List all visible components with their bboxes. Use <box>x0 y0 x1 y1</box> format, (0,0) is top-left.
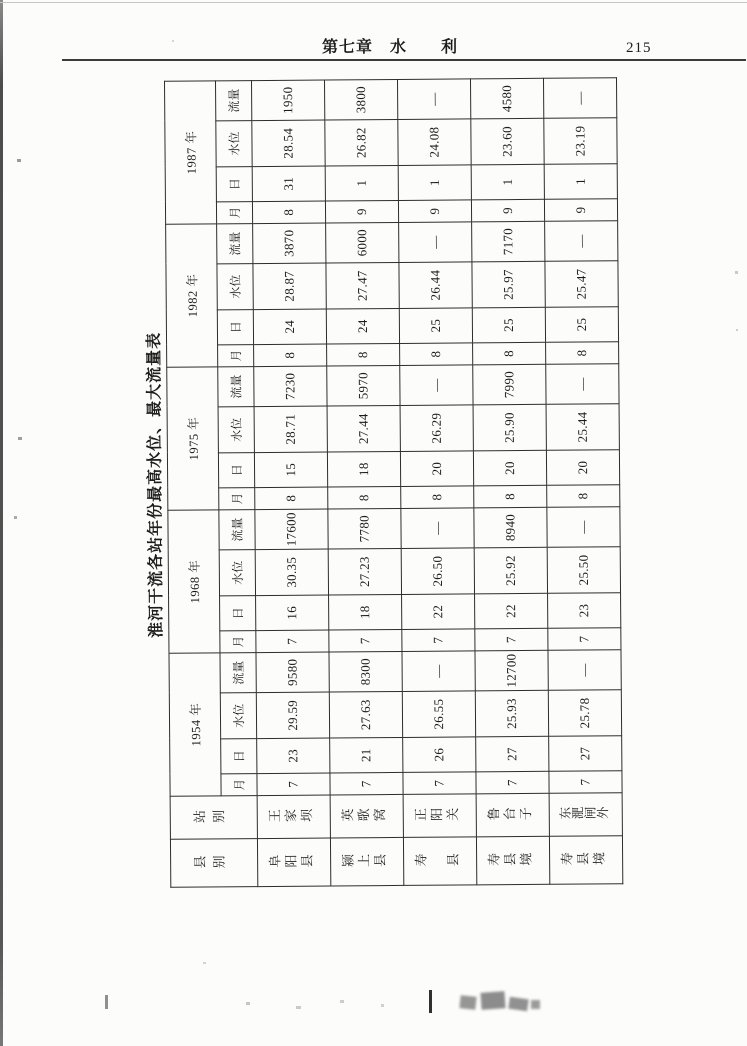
scan-noise <box>14 516 17 519</box>
cell-month: 7 <box>403 772 476 795</box>
cell-month: 7 <box>329 629 402 652</box>
subheader-level: 水位 <box>219 550 255 596</box>
county-cell <box>476 836 549 885</box>
cell-level: 23.19 <box>544 118 617 165</box>
scan-noise <box>736 329 738 331</box>
cell-day: 22 <box>475 593 548 629</box>
cell-month: 8 <box>474 485 547 508</box>
subheader-flow: 流量 <box>217 224 253 264</box>
cell-day: 27 <box>549 736 622 772</box>
county-header <box>170 839 257 888</box>
county-cell <box>549 836 622 885</box>
scan-smudge <box>531 1000 540 1009</box>
cell-day: 1 <box>471 164 544 200</box>
scan-top-edge <box>0 2 747 3</box>
cell-flow: 7780 <box>328 508 401 549</box>
cell-month: 8 <box>473 342 546 365</box>
subheader-level: 水位 <box>216 121 252 167</box>
table-row <box>324 79 403 886</box>
cell-day: 20 <box>473 450 546 486</box>
scan-smudge <box>459 995 476 1010</box>
cell-flow: — <box>545 221 618 262</box>
cell-level: 24.08 <box>398 119 471 166</box>
subheader-month: 月 <box>221 774 257 796</box>
county-cell <box>330 837 403 886</box>
county-cell <box>403 837 476 886</box>
scan-smudge <box>480 991 505 1010</box>
cell-flow: — <box>543 78 616 119</box>
station-cell-label: 英歌窝 <box>340 808 389 824</box>
cell-level: 25.44 <box>546 404 619 451</box>
subheader-month: 月 <box>218 345 254 367</box>
county-cell-label: 寿县境 <box>487 852 536 868</box>
cell-flow: — <box>397 79 470 120</box>
subheader-day: 日 <box>218 453 254 488</box>
cell-month: 9 <box>471 199 544 222</box>
cell-month: 8 <box>400 343 473 366</box>
station-cell <box>403 794 476 838</box>
scan-smudge <box>508 997 528 1012</box>
cell-level: 28.54 <box>252 120 325 167</box>
cell-level: 25.47 <box>545 261 618 308</box>
subheader-flow: 流量 <box>218 367 254 407</box>
cell-month: 8 <box>327 343 400 366</box>
scan-noise <box>105 995 108 1009</box>
cell-month: 7 <box>548 628 621 651</box>
scan-noise <box>246 1002 250 1005</box>
station-cell-label: 正阳关 <box>413 807 462 824</box>
cell-month: 8 <box>255 487 328 510</box>
scan-noise <box>296 1006 301 1009</box>
cell-level: 27.23 <box>328 548 401 595</box>
scan-noise <box>18 437 22 440</box>
subheader-level: 水位 <box>218 407 254 453</box>
station-cell <box>330 794 403 838</box>
cell-day: 16 <box>256 595 329 631</box>
rotated-table-inner <box>138 78 622 888</box>
table-row <box>470 78 549 885</box>
cell-flow: — <box>546 364 619 405</box>
station-cell-label: 东淝闸外 <box>558 806 609 822</box>
cell-flow: 3800 <box>324 79 397 120</box>
station-cell <box>257 795 330 839</box>
scan-edge-shadow <box>0 0 3 1046</box>
county-cell-label: 寿县境 <box>560 852 609 868</box>
cell-day: 20 <box>400 451 473 487</box>
station-header-label: 站别 <box>192 809 231 826</box>
cell-level: 26.29 <box>400 405 473 452</box>
cell-day: 27 <box>476 736 549 772</box>
subheader-month: 月 <box>219 488 255 510</box>
cell-level: 25.50 <box>547 547 620 594</box>
cell-level: 29.59 <box>256 692 329 739</box>
cell-flow: 3870 <box>253 223 326 264</box>
cell-flow: 7990 <box>473 364 546 405</box>
scan-ink-bar <box>429 990 432 1013</box>
cell-flow: 12700 <box>475 650 548 691</box>
scan-noise <box>340 1000 344 1003</box>
subheader-day: 日 <box>221 739 257 774</box>
cell-day: 26 <box>403 737 476 773</box>
cell-month: 8 <box>547 485 620 508</box>
subheader-flow: 流量 <box>220 653 256 693</box>
cell-month: 8 <box>546 342 619 365</box>
cell-day: 15 <box>254 452 327 488</box>
year-header: 1987 年 <box>164 81 216 224</box>
scan-noise <box>203 962 206 964</box>
cell-level: 27.44 <box>327 405 400 452</box>
cell-level: 25.90 <box>473 404 546 451</box>
scan-noise <box>381 1004 384 1007</box>
cell-day: 23 <box>548 593 621 629</box>
subheader-level: 水位 <box>217 264 253 310</box>
cell-level: 26.44 <box>399 262 472 309</box>
cell-month: 7 <box>330 772 403 795</box>
cell-flow: — <box>400 365 473 406</box>
subheader-flow: 流量 <box>219 510 255 550</box>
cell-flow: — <box>547 507 620 548</box>
rotated-table-area <box>138 82 616 888</box>
cell-day: 24 <box>326 308 399 344</box>
cell-day: 24 <box>253 309 326 345</box>
cell-day: 23 <box>257 738 330 774</box>
table-title: 淮河干流各站年份最高水位、最大流量表 <box>145 331 166 638</box>
cell-level: 30.35 <box>255 549 328 596</box>
cell-day: 1 <box>325 165 398 201</box>
cell-flow: 7170 <box>472 221 545 262</box>
cell-flow: — <box>548 650 621 691</box>
scan-noise <box>735 271 738 274</box>
cell-flow: 17600 <box>255 509 328 550</box>
cell-month: 7 <box>549 771 622 794</box>
table-row <box>251 80 330 887</box>
cell-month: 7 <box>475 628 548 651</box>
subheader-day: 日 <box>220 596 256 631</box>
cell-day: 1 <box>544 164 617 200</box>
cell-flow: 8300 <box>329 651 402 692</box>
cell-flow: 9580 <box>256 652 329 693</box>
subheader-day: 日 <box>217 310 253 345</box>
cell-day: 20 <box>546 450 619 486</box>
cell-month: 7 <box>402 629 475 652</box>
subheader-level: 水位 <box>220 693 256 739</box>
station-cell <box>549 793 622 837</box>
cell-flow: — <box>399 222 472 263</box>
header-rule <box>62 59 746 61</box>
subheader-month: 月 <box>216 202 252 224</box>
cell-month: 9 <box>398 200 471 223</box>
subheader-flow: 流量 <box>215 81 251 121</box>
cell-month: 9 <box>544 199 617 222</box>
cell-flow: — <box>401 508 474 549</box>
station-cell-label: 王家坝 <box>267 808 316 825</box>
table-row <box>543 78 622 885</box>
cell-level: 26.82 <box>325 119 398 166</box>
cell-level: 28.87 <box>253 263 326 310</box>
cell-level: 27.47 <box>326 262 399 309</box>
cell-day: 18 <box>329 594 402 630</box>
cell-level: 25.97 <box>472 261 545 308</box>
cell-month: 7 <box>257 773 330 796</box>
cell-month: 8 <box>401 486 474 509</box>
cell-level: 26.55 <box>402 691 475 738</box>
subheader-month: 月 <box>220 631 256 653</box>
cell-flow: 6000 <box>326 222 399 263</box>
subheader-day: 日 <box>216 167 252 202</box>
cell-month: 7 <box>256 630 329 653</box>
chapter-title: 第七章 水 利 <box>322 39 459 56</box>
cell-month: 9 <box>325 200 398 223</box>
station-cell <box>476 793 549 837</box>
cell-flow: 1950 <box>251 80 324 121</box>
cell-day: 25 <box>472 307 545 343</box>
cell-month: 7 <box>476 771 549 794</box>
cell-level: 25.93 <box>475 690 548 737</box>
cell-flow: — <box>402 651 475 692</box>
scan-noise <box>17 159 21 162</box>
county-cell-label: 寿 县 <box>414 853 463 869</box>
cell-day: 22 <box>402 594 475 630</box>
cell-day: 18 <box>327 451 400 487</box>
cell-day: 1 <box>398 165 471 201</box>
cell-day: 21 <box>330 737 403 773</box>
flood-table <box>164 77 623 888</box>
cell-level: 25.78 <box>548 690 621 737</box>
cell-level: 26.50 <box>401 548 474 595</box>
cell-level: 25.92 <box>474 547 547 594</box>
cell-flow: 4580 <box>470 78 543 119</box>
cell-month: 8 <box>254 344 327 367</box>
cell-level: 27.63 <box>329 691 402 738</box>
cell-level: 23.60 <box>471 118 544 165</box>
cell-flow: 5970 <box>327 365 400 406</box>
page-number: 215 <box>626 40 652 56</box>
year-header: 1975 年 <box>167 367 219 510</box>
year-header: 1982 年 <box>166 224 218 367</box>
year-header: 1954 年 <box>169 653 221 796</box>
county-header-label: 县别 <box>193 855 232 871</box>
county-cell-label: 阜阳县 <box>268 854 317 870</box>
cell-month: 8 <box>328 486 401 509</box>
cell-flow: 7230 <box>254 366 327 407</box>
county-cell <box>257 838 330 887</box>
table-row <box>397 79 476 886</box>
county-cell-label: 颍上县 <box>341 853 390 870</box>
cell-day: 31 <box>252 166 325 202</box>
cell-day: 25 <box>545 307 618 343</box>
cell-day: 25 <box>399 308 472 344</box>
station-header <box>170 796 257 840</box>
cell-month: 8 <box>252 201 325 224</box>
station-cell-label: 鲁台子 <box>486 807 535 823</box>
year-header: 1968 年 <box>168 510 220 653</box>
cell-flow: 8940 <box>474 507 547 548</box>
cell-level: 28.71 <box>254 406 327 453</box>
scan-noise <box>172 40 174 42</box>
